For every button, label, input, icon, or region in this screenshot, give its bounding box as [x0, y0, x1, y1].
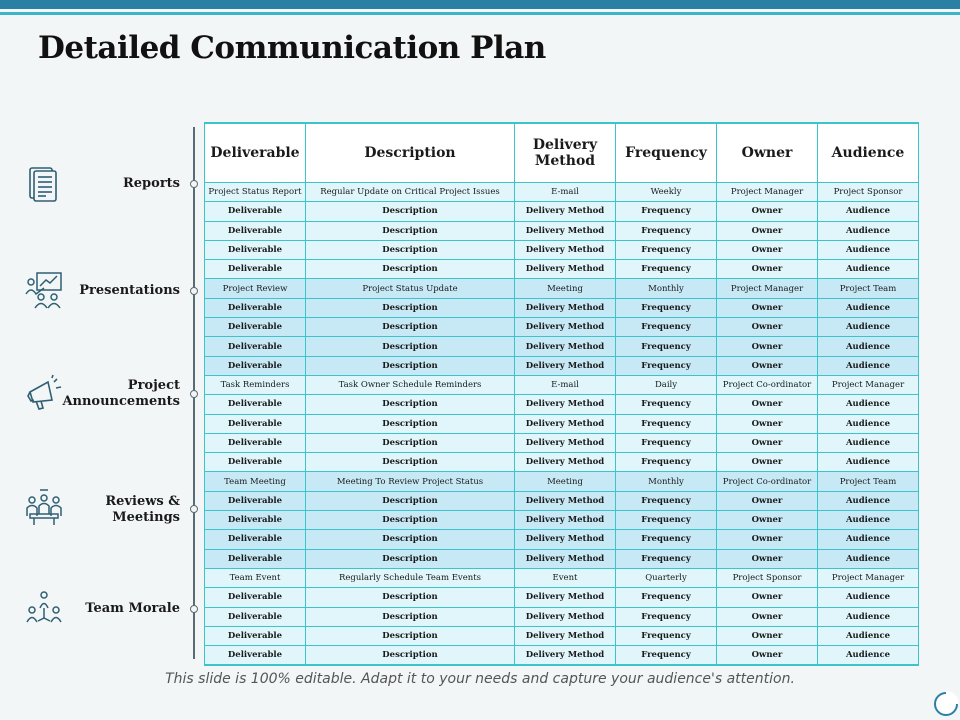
- table-row: [205, 375, 919, 394]
- header-owner: Owner: [717, 123, 818, 183]
- cell-description: Description: [306, 511, 515, 530]
- table-row: [205, 511, 919, 530]
- timeline-dot: [190, 605, 198, 613]
- cell-delivery-method: Delivery Method: [515, 646, 616, 666]
- cell-description: Description: [306, 298, 515, 317]
- cell-frequency: Monthly: [616, 472, 717, 491]
- cell-description: Regularly Schedule Team Events: [306, 568, 515, 587]
- table-header-row: [205, 123, 919, 183]
- cell-description: Description: [306, 491, 515, 510]
- cell-audience: Audience: [818, 491, 919, 510]
- cell-audience: Audience: [818, 646, 919, 666]
- cell-audience: Audience: [818, 356, 919, 375]
- page-title: Detailed Communication Plan: [38, 30, 546, 66]
- cell-delivery-method: Meeting: [515, 472, 616, 491]
- cell-delivery-method: Delivery Method: [515, 318, 616, 337]
- cell-audience: Project Sponsor: [818, 183, 919, 202]
- timeline-dot: [190, 390, 198, 398]
- cell-deliverable: Deliverable: [205, 588, 306, 607]
- cell-deliverable: Deliverable: [205, 530, 306, 549]
- cell-frequency: Frequency: [616, 395, 717, 414]
- timeline-dot: [190, 287, 198, 295]
- cell-delivery-method: Delivery Method: [515, 433, 616, 452]
- cell-audience: Audience: [818, 453, 919, 472]
- header-line: Method: [534, 153, 596, 169]
- cell-frequency: Frequency: [616, 202, 717, 221]
- cell-frequency: Frequency: [616, 298, 717, 317]
- footer-note: This slide is 100% editable. Adapt it to your needs and capture your audience's attention.: [165, 671, 795, 687]
- header-line: Delivery: [532, 137, 598, 153]
- category-label-line: Announcements: [62, 394, 180, 409]
- header-delivery-method: [515, 123, 616, 183]
- cell-frequency: Frequency: [616, 491, 717, 510]
- cell-delivery-method: Delivery Method: [515, 337, 616, 356]
- timeline-dot: [190, 180, 198, 188]
- cell-audience: Project Team: [818, 279, 919, 298]
- cell-audience: Audience: [818, 221, 919, 240]
- category-reviews-meetings: [105, 494, 180, 526]
- table-row: [205, 491, 919, 510]
- cell-description: Regular Update on Critical Project Issues: [306, 183, 515, 202]
- cell-description: Description: [306, 626, 515, 645]
- cell-frequency: Frequency: [616, 549, 717, 568]
- cell-deliverable: Deliverable: [205, 356, 306, 375]
- cell-frequency: Daily: [616, 375, 717, 394]
- megaphone-icon: [24, 374, 64, 414]
- cell-delivery-method: Delivery Method: [515, 549, 616, 568]
- cell-owner: Project Manager: [717, 279, 818, 298]
- cell-frequency: Frequency: [616, 260, 717, 279]
- table-row: [205, 298, 919, 317]
- cell-audience: Audience: [818, 511, 919, 530]
- cell-frequency: Frequency: [616, 607, 717, 626]
- table-row: [205, 202, 919, 221]
- cell-delivery-method: Delivery Method: [515, 395, 616, 414]
- cell-audience: Audience: [818, 202, 919, 221]
- header-audience: Audience: [818, 123, 919, 183]
- table-row: [205, 240, 919, 259]
- cell-description: Description: [306, 607, 515, 626]
- table-row: [205, 472, 919, 491]
- cell-audience: Audience: [818, 588, 919, 607]
- cell-owner: Owner: [717, 318, 818, 337]
- cell-owner: Owner: [717, 491, 818, 510]
- cell-description: Description: [306, 221, 515, 240]
- cell-owner: Owner: [717, 395, 818, 414]
- cell-description: Description: [306, 453, 515, 472]
- cell-frequency: Frequency: [616, 221, 717, 240]
- table-row: [205, 221, 919, 240]
- cell-deliverable: Deliverable: [205, 260, 306, 279]
- cell-owner: Project Co-ordinator: [717, 375, 818, 394]
- cell-audience: Project Manager: [818, 568, 919, 587]
- cell-delivery-method: Delivery Method: [515, 356, 616, 375]
- cell-deliverable: Project Review: [205, 279, 306, 298]
- cell-owner: Owner: [717, 433, 818, 452]
- cell-delivery-method: Delivery Method: [515, 260, 616, 279]
- cell-delivery-method: Delivery Method: [515, 626, 616, 645]
- table-row: [205, 607, 919, 626]
- table-row: [205, 279, 919, 298]
- cell-audience: Project Manager: [818, 375, 919, 394]
- cell-frequency: Frequency: [616, 588, 717, 607]
- table-row: [205, 395, 919, 414]
- cell-owner: Owner: [717, 626, 818, 645]
- cell-description: Meeting To Review Project Status: [306, 472, 515, 491]
- cell-deliverable: Deliverable: [205, 221, 306, 240]
- cell-delivery-method: Delivery Method: [515, 511, 616, 530]
- cell-delivery-method: Delivery Method: [515, 221, 616, 240]
- cell-frequency: Frequency: [616, 337, 717, 356]
- cell-owner: Project Manager: [717, 183, 818, 202]
- corner-circle-icon: [932, 690, 958, 716]
- top-accent-stripe: [0, 12, 960, 15]
- cell-frequency: Weekly: [616, 183, 717, 202]
- cell-audience: Audience: [818, 298, 919, 317]
- table-row: [205, 549, 919, 568]
- cell-delivery-method: Delivery Method: [515, 414, 616, 433]
- table-row: [205, 337, 919, 356]
- cell-owner: Owner: [717, 646, 818, 666]
- report-icon: [24, 164, 64, 204]
- cell-owner: Owner: [717, 260, 818, 279]
- meeting-icon: [24, 488, 64, 528]
- cell-audience: Audience: [818, 395, 919, 414]
- cell-delivery-method: Delivery Method: [515, 453, 616, 472]
- cell-audience: Audience: [818, 549, 919, 568]
- cell-description: Description: [306, 530, 515, 549]
- cell-owner: Owner: [717, 588, 818, 607]
- table-row: [205, 414, 919, 433]
- timeline-dot: [190, 505, 198, 513]
- cell-deliverable: Deliverable: [205, 453, 306, 472]
- cell-frequency: Frequency: [616, 646, 717, 666]
- cell-owner: Owner: [717, 337, 818, 356]
- cell-owner: Owner: [717, 414, 818, 433]
- cell-description: Description: [306, 414, 515, 433]
- cell-delivery-method: Delivery Method: [515, 588, 616, 607]
- cell-frequency: Frequency: [616, 414, 717, 433]
- cell-delivery-method: Delivery Method: [515, 491, 616, 510]
- cell-audience: Audience: [818, 607, 919, 626]
- cell-audience: Audience: [818, 626, 919, 645]
- cell-deliverable: Deliverable: [205, 414, 306, 433]
- cell-owner: Project Co-ordinator: [717, 472, 818, 491]
- cell-owner: Owner: [717, 453, 818, 472]
- cell-deliverable: Deliverable: [205, 318, 306, 337]
- cell-deliverable: Deliverable: [205, 491, 306, 510]
- cell-description: Description: [306, 395, 515, 414]
- cell-description: Description: [306, 260, 515, 279]
- table-row: [205, 626, 919, 645]
- cell-frequency: Frequency: [616, 453, 717, 472]
- header-deliverable: Deliverable: [205, 123, 306, 183]
- cell-description: Description: [306, 356, 515, 375]
- cell-delivery-method: Delivery Method: [515, 607, 616, 626]
- cell-owner: Owner: [717, 530, 818, 549]
- category-team-morale: Team Morale: [85, 601, 180, 616]
- header-description: Description: [306, 123, 515, 183]
- cell-frequency: Monthly: [616, 279, 717, 298]
- cell-deliverable: Deliverable: [205, 511, 306, 530]
- cell-deliverable: Deliverable: [205, 298, 306, 317]
- header-frequency: Frequency: [616, 123, 717, 183]
- cell-audience: Audience: [818, 414, 919, 433]
- cell-audience: Audience: [818, 318, 919, 337]
- category-label-line: Project: [127, 378, 180, 393]
- cell-owner: Owner: [717, 511, 818, 530]
- category-project-announcements: [62, 378, 180, 410]
- cell-description: Project Status Update: [306, 279, 515, 298]
- cell-deliverable: Project Status Report: [205, 183, 306, 202]
- cell-description: Description: [306, 588, 515, 607]
- cell-deliverable: Deliverable: [205, 549, 306, 568]
- cell-description: Description: [306, 318, 515, 337]
- cell-deliverable: Deliverable: [205, 626, 306, 645]
- cell-deliverable: Task Reminders: [205, 375, 306, 394]
- cell-deliverable: Deliverable: [205, 646, 306, 666]
- table-row: [205, 568, 919, 587]
- cell-deliverable: Deliverable: [205, 433, 306, 452]
- cell-frequency: Frequency: [616, 433, 717, 452]
- cell-deliverable: Deliverable: [205, 395, 306, 414]
- table-row: [205, 588, 919, 607]
- cell-delivery-method: Delivery Method: [515, 202, 616, 221]
- cell-frequency: Frequency: [616, 318, 717, 337]
- cell-description: Task Owner Schedule Reminders: [306, 375, 515, 394]
- cell-audience: Audience: [818, 337, 919, 356]
- cell-delivery-method: Delivery Method: [515, 298, 616, 317]
- cell-audience: Audience: [818, 433, 919, 452]
- cell-description: Description: [306, 337, 515, 356]
- category-label-line: Reviews &: [105, 494, 180, 509]
- cell-deliverable: Deliverable: [205, 337, 306, 356]
- cell-delivery-method: Delivery Method: [515, 530, 616, 549]
- cell-owner: Owner: [717, 356, 818, 375]
- cell-frequency: Frequency: [616, 240, 717, 259]
- table-row: [205, 318, 919, 337]
- table-row: [205, 453, 919, 472]
- cell-audience: Audience: [818, 530, 919, 549]
- cell-deliverable: Team Event: [205, 568, 306, 587]
- cell-deliverable: Deliverable: [205, 202, 306, 221]
- cell-deliverable: Deliverable: [205, 240, 306, 259]
- cell-delivery-method: Event: [515, 568, 616, 587]
- cell-delivery-method: E-mail: [515, 375, 616, 394]
- presentation-icon: [24, 270, 64, 310]
- cell-frequency: Frequency: [616, 530, 717, 549]
- cell-owner: Owner: [717, 240, 818, 259]
- table-row: [205, 530, 919, 549]
- table-row: [205, 356, 919, 375]
- cell-description: Description: [306, 240, 515, 259]
- cell-description: Description: [306, 433, 515, 452]
- cell-delivery-method: E-mail: [515, 183, 616, 202]
- table-row: [205, 646, 919, 666]
- cell-audience: Audience: [818, 240, 919, 259]
- cell-owner: Owner: [717, 298, 818, 317]
- category-label-line: Meetings: [112, 510, 180, 525]
- category-presentations: Presentations: [79, 283, 180, 298]
- cell-description: Description: [306, 549, 515, 568]
- cell-audience: Audience: [818, 260, 919, 279]
- cell-description: Description: [306, 202, 515, 221]
- cell-deliverable: Team Meeting: [205, 472, 306, 491]
- cell-owner: Project Sponsor: [717, 568, 818, 587]
- table-row: [205, 433, 919, 452]
- cell-frequency: Quarterly: [616, 568, 717, 587]
- table-row: [205, 260, 919, 279]
- communication-plan-table: [204, 122, 919, 666]
- cell-frequency: Frequency: [616, 626, 717, 645]
- cell-deliverable: Deliverable: [205, 607, 306, 626]
- cell-delivery-method: Delivery Method: [515, 240, 616, 259]
- cell-audience: Project Team: [818, 472, 919, 491]
- cell-owner: Owner: [717, 221, 818, 240]
- cell-owner: Owner: [717, 607, 818, 626]
- cell-delivery-method: Meeting: [515, 279, 616, 298]
- table-row: [205, 183, 919, 202]
- team-icon: [24, 588, 64, 628]
- cell-description: Description: [306, 646, 515, 666]
- cell-owner: Owner: [717, 549, 818, 568]
- table-body: [205, 183, 919, 666]
- cell-owner: Owner: [717, 202, 818, 221]
- cell-frequency: Frequency: [616, 511, 717, 530]
- cell-frequency: Frequency: [616, 356, 717, 375]
- top-accent-bar: [0, 0, 960, 9]
- category-reports: Reports: [122, 176, 180, 191]
